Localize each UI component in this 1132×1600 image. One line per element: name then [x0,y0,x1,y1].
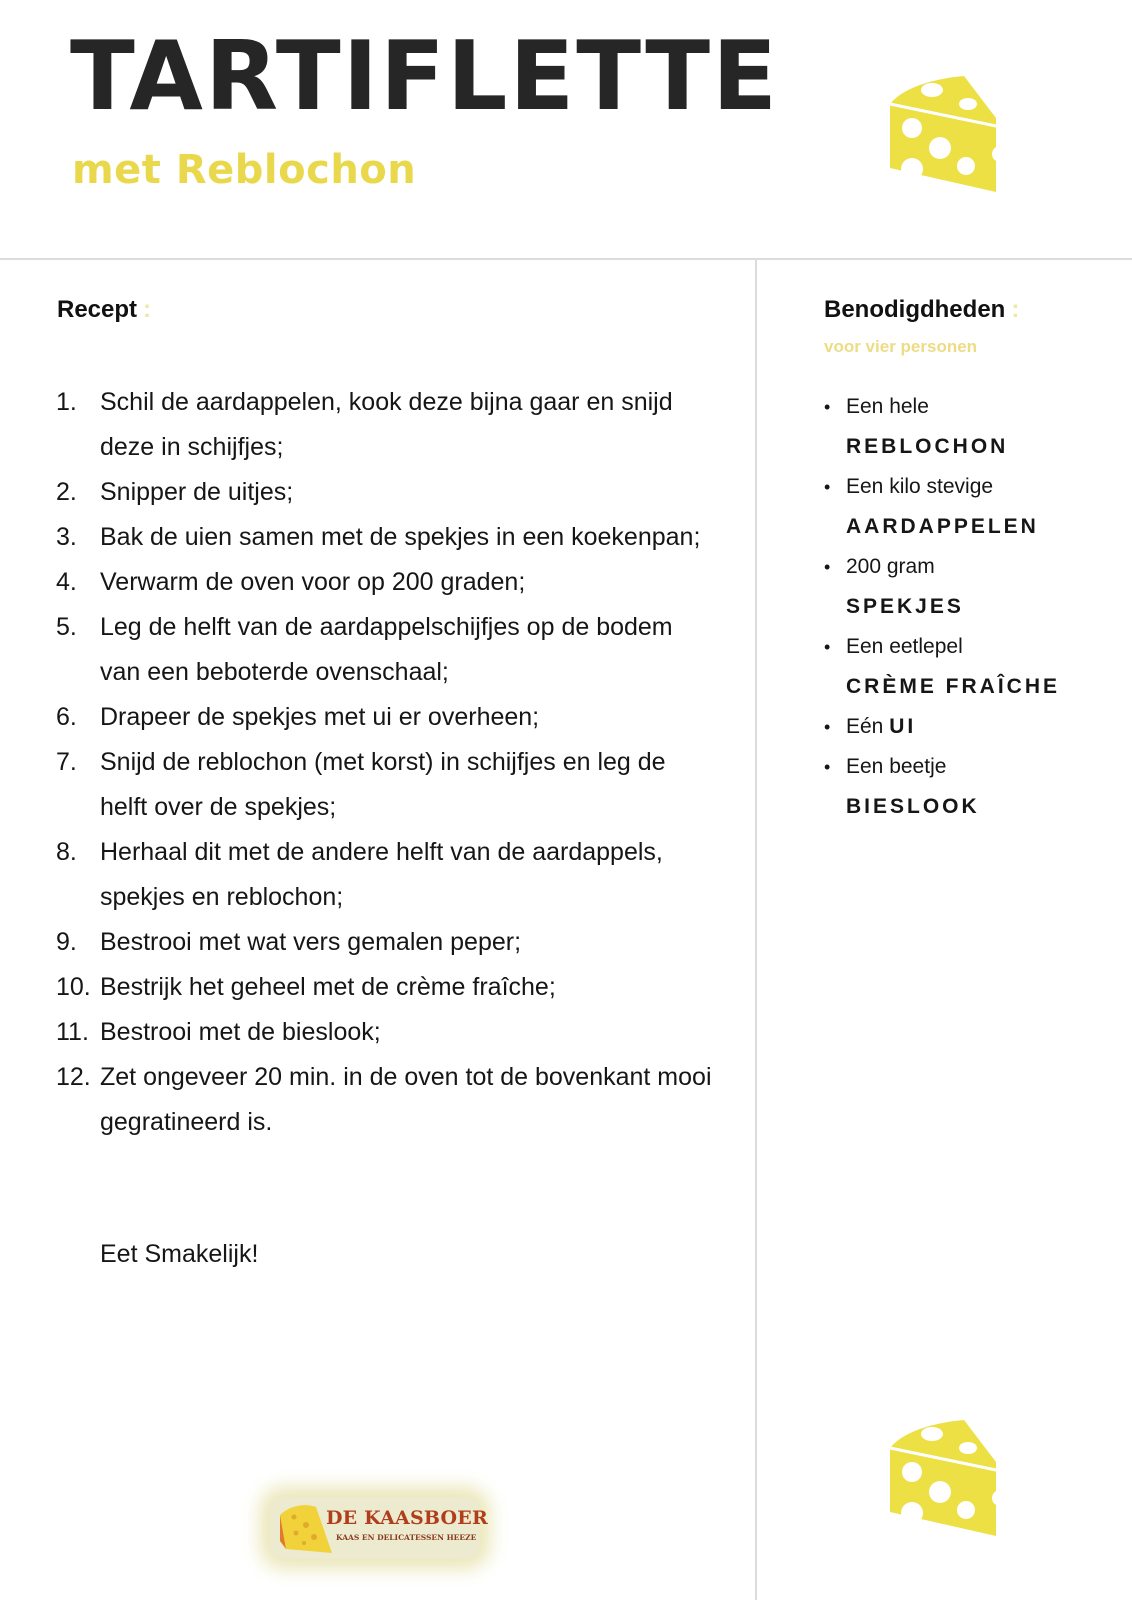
bullet-icon: • [824,717,831,737]
recipe-steps [56,380,716,1145]
recipe-step [56,830,716,920]
step-number: 11. [56,1018,89,1046]
recipe-step [56,740,716,830]
recipe-step [56,1010,716,1055]
step-text: Bak de uien samen met de spekjes in een koekenpan; [100,523,701,551]
step-text: Herhaal dit met de andere helft van de aardappels, spekjes en reblochon; [100,838,663,911]
recipe-heading-label: Recept [57,296,138,323]
ingredient-quantity: 200 gram [846,555,935,578]
ingredient-item [824,467,1124,547]
bullet-icon: • [824,757,831,777]
kaasboer-logo [270,1497,488,1559]
recipe-step [56,380,716,470]
recipe-heading [57,296,151,324]
recipe-step [56,920,716,965]
logo-tagline: KAAS EN DELICATESSEN HEEZE [336,1533,477,1542]
step-text: Snijd de reblochon (met korst) in schijfjes en leg de helft over de spekjes; [100,748,666,821]
page-title: TARTIFLETTE [70,22,779,132]
recipe-step [56,1055,716,1145]
step-number: 1. [56,388,77,416]
step-text: Leg de helft van de aardappelschijfjes op de bodem van een beboterde ovenschaal; [100,613,673,686]
ingredient-name: UI [889,715,917,738]
column-divider [755,259,757,1600]
step-text: Bestrooi met wat vers gemalen peper; [100,928,522,956]
ingredients-heading-colon: : [1011,296,1020,323]
ingredients-heading [824,296,1019,324]
ingredient-name: REBLOCHON [846,435,1009,458]
bullet-icon: • [824,397,831,417]
step-number: 6. [56,703,77,731]
page-subtitle: met Reblochon [72,147,417,193]
servings-subheading: voor vier personen [824,337,978,356]
bullet-icon: • [824,557,831,577]
recipe-step [56,695,716,740]
ingredient-quantity: Een hele [846,395,929,418]
recipe-step [56,965,716,1010]
recipe-step [56,605,716,695]
ingredients-list [824,387,1124,827]
ingredient-quantity: Een beetje [846,755,947,778]
ingredient-item [824,707,1124,747]
recipe-step [56,515,716,560]
ingredient-quantity: Eén [846,715,884,738]
recipe-heading-colon: : [143,296,152,323]
cheese-icon [884,1400,1004,1540]
closing-text: Eet Smakelijk! [100,1240,259,1268]
step-text: Verwarm de oven voor op 200 graden; [100,568,526,596]
ingredient-item [824,747,1124,827]
step-text: Snipper de uitjes; [100,478,294,506]
step-number: 12. [56,1063,91,1091]
step-number: 2. [56,478,77,506]
ingredient-name: BIESLOOK [846,795,980,818]
step-text: Schil de aardappelen, kook deze bijna gaar en snijd deze in schijfjes; [100,388,673,461]
ingredient-item [824,547,1124,627]
step-number: 5. [56,613,77,641]
step-text: Bestrooi met de bieslook; [100,1018,381,1046]
logo-name: DE KAASBOER [326,1507,488,1529]
ingredients-heading-label: Benodigdheden [824,296,1006,323]
recipe-step [56,470,716,515]
step-number: 4. [56,568,77,596]
step-number: 10. [56,973,91,1001]
step-text: Bestrijk het geheel met de crème fraîche; [100,973,556,1001]
step-number: 7. [56,748,77,776]
ingredient-quantity: Een eetlepel [846,635,963,658]
step-number: 9. [56,928,77,956]
ingredient-name: CRÈME FRAÎCHE [846,675,1061,698]
bullet-icon: • [824,637,831,657]
ingredient-name: SPEKJES [846,595,964,618]
ingredient-item [824,627,1124,707]
step-text: Drapeer de spekjes met ui er overheen; [100,703,540,731]
step-number: 3. [56,523,77,551]
header-divider [0,258,1132,260]
step-text: Zet ongeveer 20 min. in de oven tot de bovenkant mooi gegratineerd is. [100,1063,712,1136]
cheese-icon [884,56,1004,196]
bullet-icon: • [824,477,831,497]
ingredient-name: AARDAPPELEN [846,515,1039,538]
recipe-step [56,560,716,605]
step-number: 8. [56,838,77,866]
ingredient-item [824,387,1124,467]
ingredient-quantity: Een kilo stevige [846,475,994,498]
